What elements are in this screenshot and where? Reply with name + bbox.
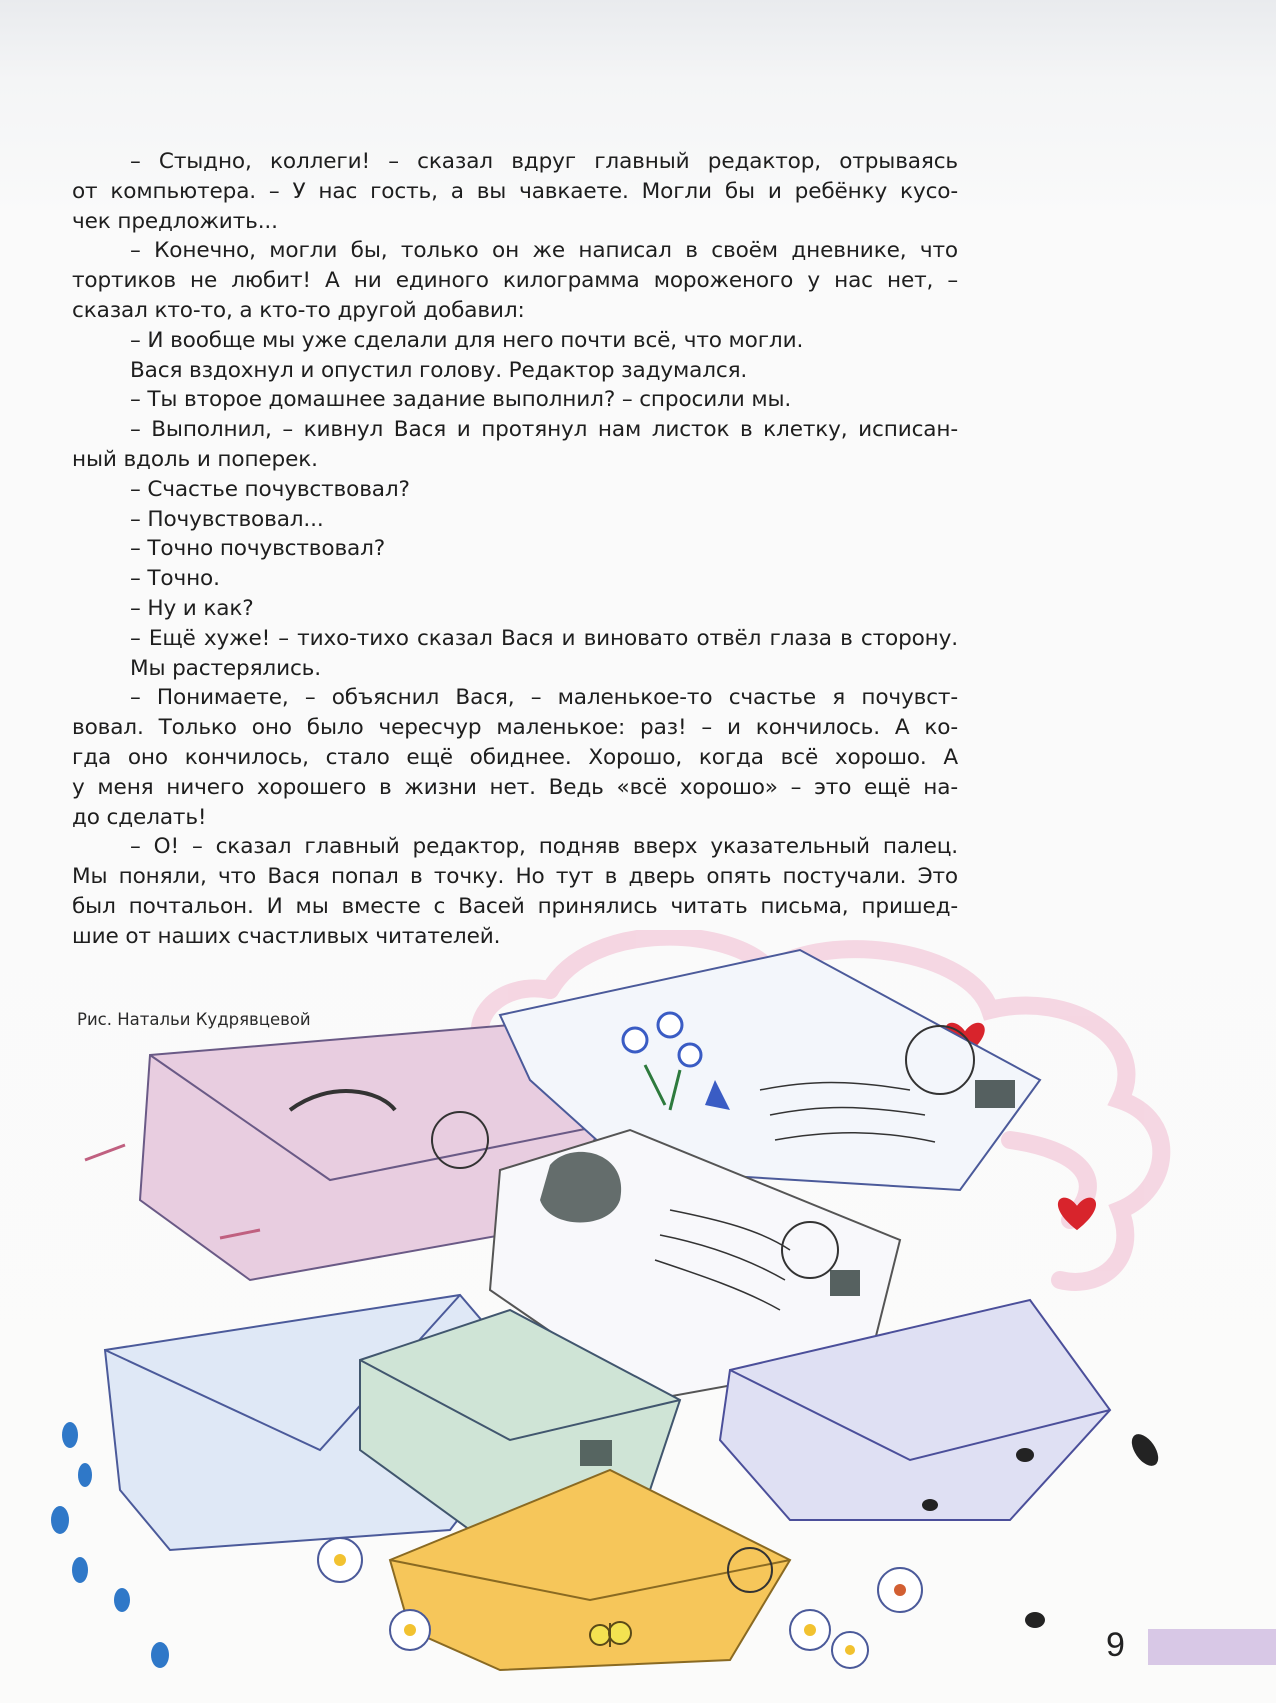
story-line: Мы растерялись. <box>130 655 321 681</box>
story-line: – Ещё хуже! – тихо-тихо сказал Вася и виновато отвёл глаза в сторону. <box>130 625 958 651</box>
story-line: чек предложить... <box>72 208 278 234</box>
story-line: – Точно почувствовал? <box>130 536 386 562</box>
story-line: Мы поняли, что Вася попал в точку. Но тут в дверь опять постучали. Это <box>72 864 958 890</box>
envelopes-illustration <box>30 930 1250 1690</box>
story-line: вовал. Только оно было чересчур маленькое: раз! – и кончилось. А ко- <box>72 715 958 741</box>
butterfly-icon <box>590 1622 631 1647</box>
story-line: – Точно. <box>130 566 220 592</box>
story-line: – Счастье почувствовал? <box>130 476 410 502</box>
page-number: 9 <box>1106 1626 1125 1664</box>
story-line: гда оно кончилось, стало ещё обиднее. Хорошо, когда всё хорошо. А <box>72 744 958 770</box>
story-line: шие от наших счастливых читателей. <box>72 923 501 949</box>
story-line: до сделать! <box>72 804 207 830</box>
story-line: от компьютера. – У нас гость, а вы чавкаете. Могли бы и ребёнку кусо- <box>72 178 958 204</box>
story-line: был почтальон. И мы вместе с Васей принялись читать письма, пришед- <box>72 893 958 919</box>
story-line: сказал кто-то, а кто-то другой добавил: <box>72 297 525 323</box>
illustration-caption: Рис. Натальи Кудрявцевой <box>77 1010 311 1029</box>
story-line: – И вообще мы уже сделали для него почти всё, что могли. <box>130 327 804 353</box>
story-line: – Ты второе домашнее задание выполнил? – спросили мы. <box>130 387 792 413</box>
story-line: – Понимаете, – объяснил Вася, – маленькое-то счастье я почувст- <box>130 685 958 711</box>
story-line: тортиков не любит! А ни единого килограмма мороженого у нас нет, – <box>72 268 958 294</box>
story-line: Вася вздохнул и опустил голову. Редактор задумался. <box>130 357 748 383</box>
story-line: – Конечно, могли бы, только он же написал в своём дневнике, что <box>130 238 958 264</box>
page-number-bar <box>1148 1629 1276 1665</box>
story-line: – О! – сказал главный редактор, подняв вверх указательный палец. <box>130 834 958 860</box>
story-text <box>72 147 958 952</box>
story-line: – Выполнил, – кивнул Вася и протянул нам листок в клетку, исписан- <box>130 417 958 443</box>
story-line: – Почувствовал... <box>130 506 324 532</box>
story-line: – Ну и как? <box>130 595 254 621</box>
story-line: – Стыдно, коллеги! – сказал вдруг главный редактор, отрываясь <box>130 149 958 174</box>
story-line: у меня ничего хорошего в жизни нет. Ведь «всё хорошо» – это ещё на- <box>72 774 958 800</box>
story-line: ный вдоль и поперек. <box>72 446 318 472</box>
